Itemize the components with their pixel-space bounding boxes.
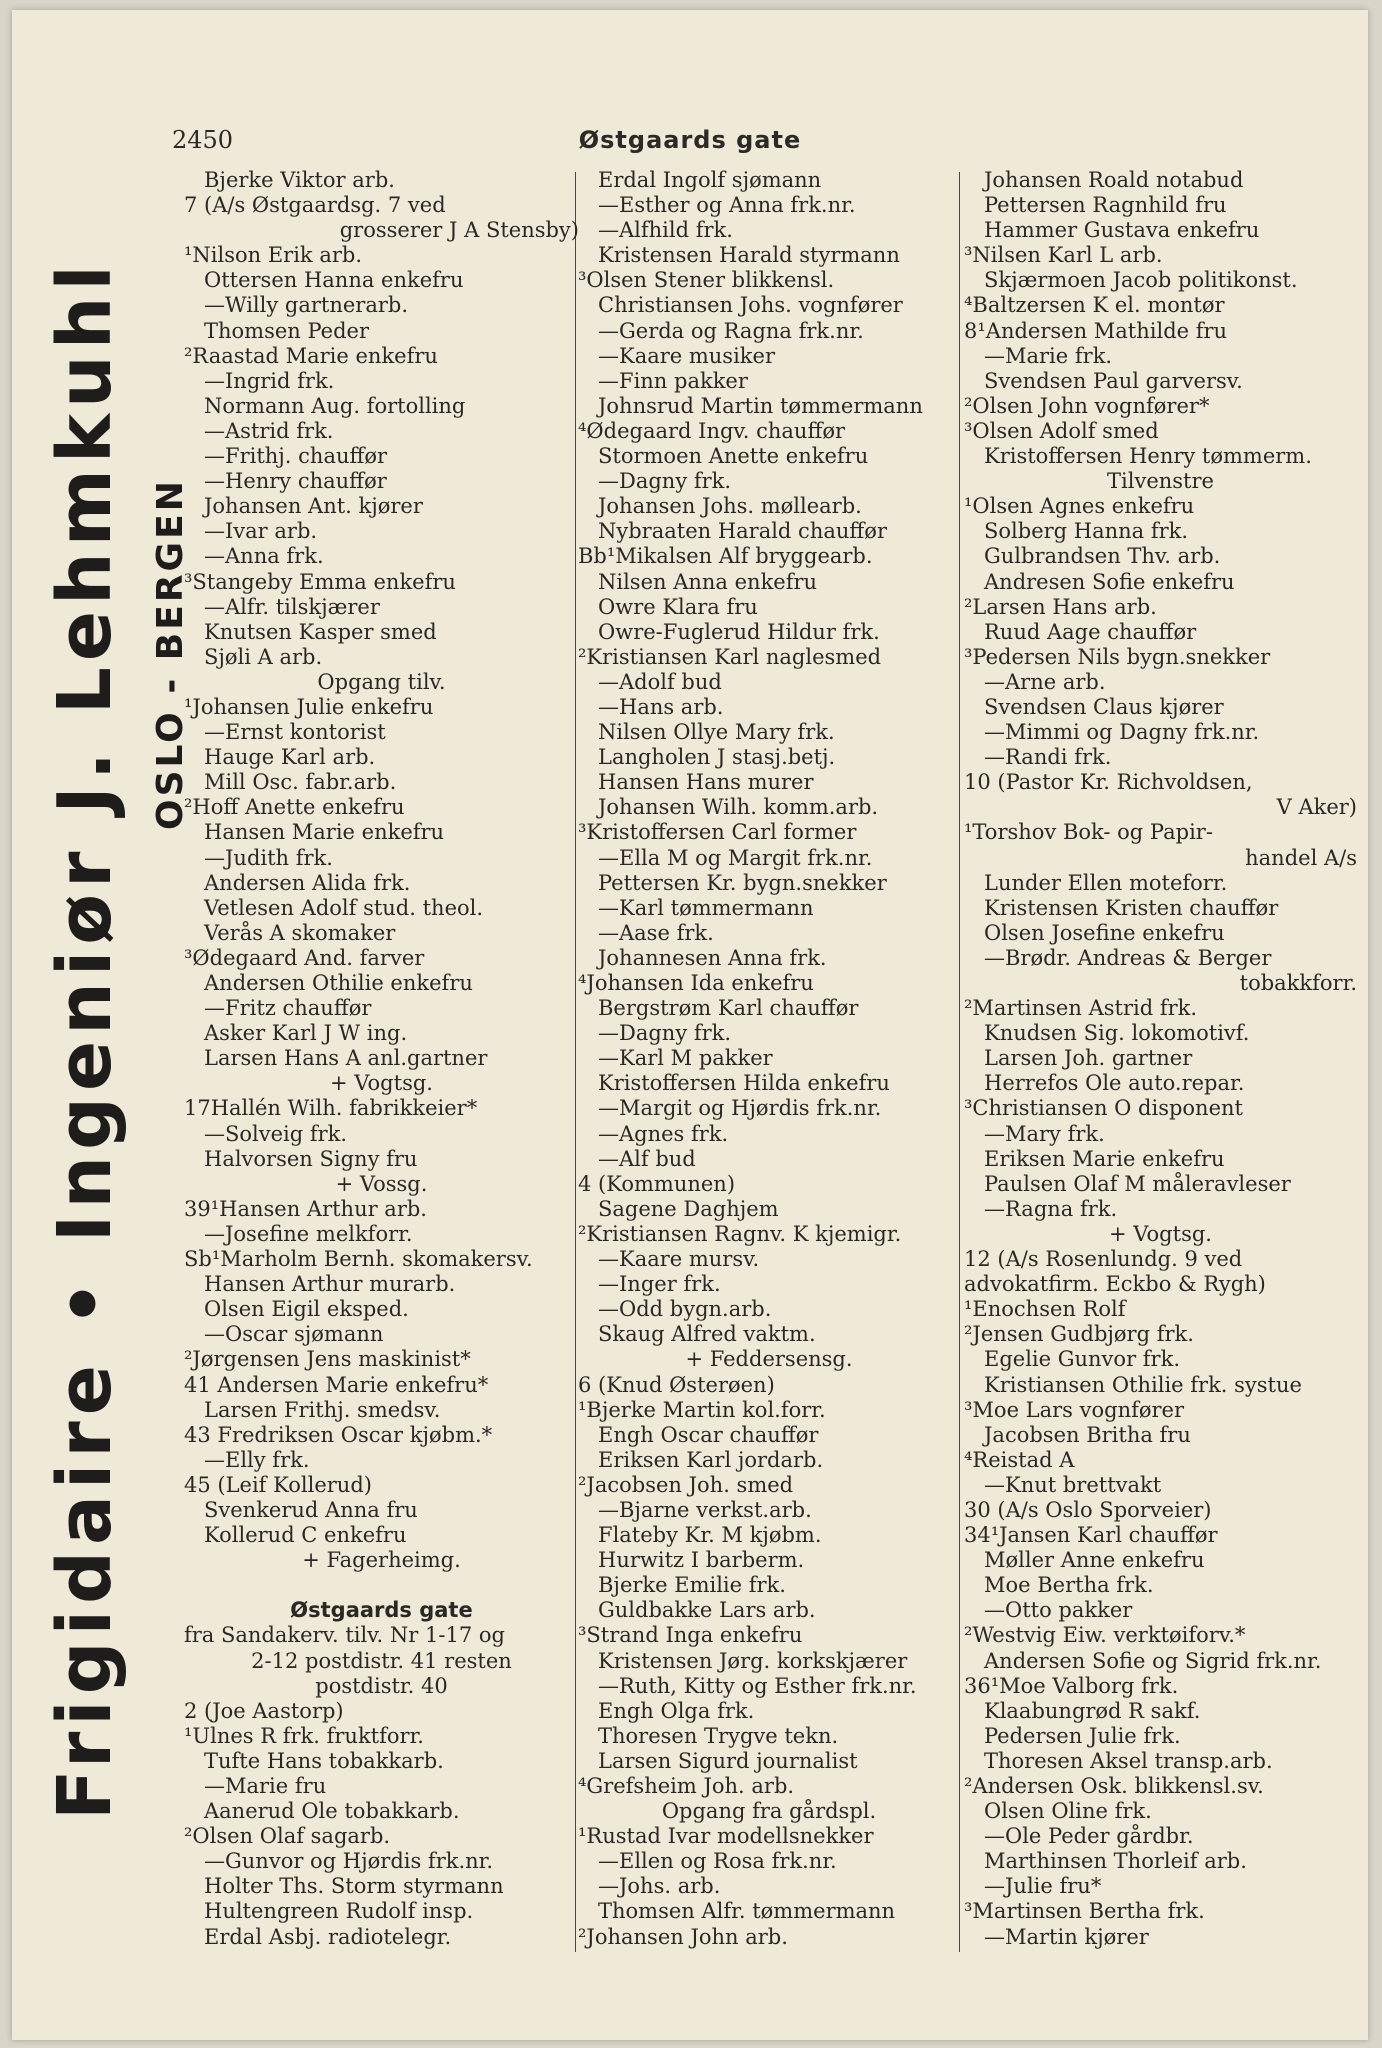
directory-entry: Jacobsen Britha fru <box>984 1422 1191 1447</box>
directory-entry: —Marie frk. <box>984 343 1113 368</box>
directory-entry: 36¹Moe Valborg frk. <box>964 1673 1179 1698</box>
directory-entry: 8¹Andersen Mathilde fru <box>964 318 1228 343</box>
directory-entry: Bjerke Viktor arb. <box>204 168 395 192</box>
directory-entry: 2 (Joe Aastorp) <box>184 1698 344 1723</box>
directory-entry: Verås A skomaker <box>204 920 396 945</box>
directory-entry: ³Nilsen Karl L arb. <box>964 243 1163 268</box>
directory-entry: Andersen Sofie og Sigrid frk.nr. <box>984 1648 1322 1673</box>
directory-entry: Thoresen Aksel transp.arb. <box>984 1748 1273 1773</box>
directory-entry: —Inger frk. <box>598 1272 721 1297</box>
directory-entry: Johansen Ant. kjører <box>204 494 423 519</box>
directory-entry: ²Jensen Gudbjørg frk. <box>964 1322 1194 1347</box>
directory-entry: —Agnes frk. <box>598 1121 729 1146</box>
directory-entry: Johnsrud Martin tømmermann <box>598 393 923 418</box>
directory-entry: Kristoffersen Henry tømmerm. <box>984 444 1312 469</box>
directory-entry: —Ingrid frk. <box>204 368 335 393</box>
directory-entry: ²Olsen Olaf sagarb. <box>184 1824 391 1849</box>
directory-entry: Kristensen Kristen chauffør <box>984 895 1279 920</box>
directory-entry: —Fritz chauffør <box>204 996 372 1021</box>
directory-entry: —Adolf bud <box>598 669 722 694</box>
directory-entry: Bjerke Emilie frk. <box>598 1573 786 1598</box>
directory-entry: Hultengreen Rudolf insp. <box>204 1899 474 1924</box>
directory-entry: 12 (A/s Rosenlundg. 9 ved <box>964 1247 1243 1272</box>
directory-entry: Erdal Asbj. radiotelegr. <box>204 1924 452 1949</box>
directory-entry: Nilsen Ollye Mary frk. <box>598 720 835 745</box>
directory-entry: ³Olsen Stener blikkensl. <box>578 268 835 293</box>
directory-entry: Hauge Karl arb. <box>204 745 376 770</box>
directory-entry: Andersen Alida frk. <box>204 870 411 895</box>
directory-entry: —Gerda og Ragna frk.nr. <box>598 318 864 343</box>
directory-entry: Thomsen Peder <box>204 318 370 343</box>
section-heading: Østgaards gate <box>290 1598 473 1623</box>
directory-entry: Mill Osc. fabr.arb. <box>204 770 397 795</box>
directory-entry: tobakkforr. <box>1239 971 1357 995</box>
directory-entry: —Dagny frk. <box>598 469 732 494</box>
directory-entry: Sagene Daghjem <box>598 1196 779 1221</box>
directory-entry: ²Larsen Hans arb. <box>964 594 1157 619</box>
directory-entry: Marthinsen Thorleif arb. <box>984 1849 1247 1874</box>
directory-entry: ³Kristoffersen Carl former <box>578 820 857 845</box>
directory-entry: Lunder Ellen moteforr. <box>984 870 1228 895</box>
directory-entry: Sjøli A arb. <box>204 644 323 669</box>
page-title: Østgaards gate <box>578 126 802 154</box>
directory-entry: —Willy gartnerarb. <box>204 293 409 318</box>
directory-entry: ²Kristiansen Karl naglesmed <box>578 644 882 669</box>
directory-entry: advokatfirm. Eckbo & Rygh) <box>964 1272 1266 1297</box>
directory-entry: Hurwitz I barberm. <box>598 1548 805 1573</box>
directory-entry: —Elly frk. <box>204 1447 310 1472</box>
directory-entry: —Odd bygn.arb. <box>598 1297 772 1322</box>
directory-entry: ³Olsen Adolf smed <box>964 418 1159 443</box>
directory-entry: ¹Torshov Bok- og Papir- <box>964 820 1213 845</box>
directory-entry: Erdal Ingolf sjømann <box>598 168 822 192</box>
directory-entry: Holter Ths. Storm styrmann <box>204 1874 504 1899</box>
directory-entry: 30 (A/s Oslo Sporveier) <box>964 1497 1212 1522</box>
directory-entry: ³Martinsen Bertha frk. <box>964 1899 1205 1924</box>
directory-entry: Opgang fra gårdspl. <box>661 1799 877 1824</box>
directory-column-2 <box>578 168 960 1950</box>
directory-entry: —Otto pakker <box>984 1598 1133 1623</box>
directory-entry: ³Stangeby Emma enkefru <box>184 569 456 594</box>
directory-entry: Pedersen Julie frk. <box>984 1723 1181 1748</box>
directory-entry: —Aase frk. <box>598 920 714 945</box>
directory-entry: ³Strand Inga enkefru <box>578 1623 803 1648</box>
directory-entry: Ottersen Hanna enkefru <box>204 268 464 293</box>
directory-entry: 17Hallén Wilh. fabrikkeier* <box>184 1096 478 1121</box>
directory-entry: —Randi frk. <box>984 745 1112 770</box>
directory-entry: Bb¹Mikalsen Alf bryggearb. <box>578 544 873 569</box>
directory-entry: + Vogtsg. <box>1109 1221 1212 1246</box>
directory-column-1 <box>184 168 579 1950</box>
directory-entry: Tilvenstre <box>1107 469 1214 494</box>
directory-entry: Engh Oscar chauffør <box>598 1422 819 1447</box>
directory-entry: ²Raastad Marie enkefru <box>184 343 438 368</box>
directory-entry <box>184 1573 579 1598</box>
directory-entry: Herrefos Ole auto.repar. <box>984 1071 1245 1096</box>
directory-entry: —Gunvor og Hjørdis frk.nr. <box>204 1849 494 1874</box>
directory-entry: —Marie fru <box>204 1774 327 1798</box>
directory-entry: —Oscar sjømann <box>204 1322 384 1347</box>
directory-entry: + Feddersensg. <box>685 1347 853 1372</box>
directory-entry: ⁴Ødegaard Ingv. chauffør <box>578 418 846 443</box>
directory-entry: Kristoffersen Hilda enkefru <box>598 1071 890 1096</box>
directory-entry: Svendsen Claus kjører <box>984 694 1224 719</box>
directory-entry: Larsen Sigurd journalist <box>598 1748 858 1773</box>
directory-entry: —Mimmi og Dagny frk.nr. <box>984 720 1260 745</box>
directory-entry: Hansen Marie enkefru <box>204 820 445 845</box>
directory-entry: ⁴Johansen Ida enkefru <box>578 971 814 995</box>
directory-entry: Paulsen Olaf M måleravleser <box>984 1171 1291 1196</box>
directory-entry: Johansen Johs. møllearb. <box>598 494 862 519</box>
directory-entry: —Esther og Anna frk.nr. <box>598 193 856 218</box>
directory-entry: Moe Bertha frk. <box>984 1573 1154 1598</box>
directory-entry: ²Jacobsen Joh. smed <box>578 1472 794 1497</box>
directory-entry: ⁴Baltzersen K el. montør <box>964 293 1225 318</box>
directory-entry: Skaug Alfred vaktm. <box>598 1322 816 1347</box>
directory-entry: ³Christiansen O disponent <box>964 1096 1243 1121</box>
directory-entry: —Ellen og Rosa frk.nr. <box>598 1849 837 1874</box>
directory-entry: Kristensen Harald styrmann <box>598 243 900 268</box>
directory-page <box>12 10 1368 2040</box>
directory-entry: + Vogtsg. <box>330 1071 433 1096</box>
directory-entry: Vetlesen Adolf stud. theol. <box>204 895 484 920</box>
directory-entry: ⁴Reistad A <box>964 1447 1075 1472</box>
directory-entry: —Karl M pakker <box>598 1046 773 1071</box>
directory-entry: ¹Rustad Ivar modellsnekker <box>578 1824 874 1849</box>
directory-entry: Engh Olga frk. <box>598 1698 755 1723</box>
directory-entry: 4 (Kommunen) <box>578 1171 736 1196</box>
directory-entry: —Ella M og Margit frk.nr. <box>598 845 873 870</box>
directory-entry: Langholen J stasj.betj. <box>598 745 836 770</box>
directory-entry: Andersen Othilie enkefru <box>204 971 473 995</box>
directory-entry: Kristiansen Othilie frk. systue <box>984 1372 1302 1397</box>
directory-entry: —Mary frk. <box>984 1121 1105 1146</box>
directory-entry: Larsen Hans A anl.gartner <box>204 1046 488 1071</box>
advertisement-brand: Frigidaire • Ingeniør J. Lehmkuhl <box>42 259 128 1820</box>
directory-entry: Kollerud C enkefru <box>204 1523 407 1548</box>
directory-entry: ¹Olsen Agnes enkefru <box>964 494 1195 519</box>
directory-entry: ²Kristiansen Ragnv. K kjemigr. <box>578 1221 902 1246</box>
directory-entry: Flateby Kr. M kjøbm. <box>598 1523 822 1548</box>
directory-entry: Olsen Josefine enkefru <box>984 920 1225 945</box>
directory-entry: Nilsen Anna enkefru <box>598 569 818 594</box>
directory-entry: —Anna frk. <box>204 544 324 569</box>
directory-entry: ²Johansen John arb. <box>578 1924 788 1949</box>
directory-entry: —Ole Peder gårdbr. <box>984 1824 1194 1849</box>
directory-entry: Thomsen Alfr. tømmermann <box>598 1899 896 1924</box>
page-number: 2450 <box>172 126 234 154</box>
directory-entry: Normann Aug. fortolling <box>204 393 466 418</box>
directory-entry: postdistr. 40 <box>315 1673 448 1698</box>
directory-entry: —Ragna frk. <box>984 1196 1118 1221</box>
directory-entry: —Alfhild frk. <box>598 218 733 243</box>
directory-entry: Johansen Roald notabud <box>984 168 1244 192</box>
directory-entry: ¹Ulnes R frk. fruktforr. <box>184 1723 424 1748</box>
directory-entry: Svendsen Paul garversv. <box>984 368 1243 393</box>
directory-entry: handel A/s <box>1245 845 1357 870</box>
directory-entry: ³Moe Lars vognfører <box>964 1397 1185 1422</box>
directory-column-3 <box>964 168 1357 1950</box>
directory-entry: Hansen Arthur murarb. <box>204 1272 456 1297</box>
directory-entry: Hansen Hans murer <box>598 770 814 795</box>
directory-entry: —Hans arb. <box>598 694 724 719</box>
directory-entry: —Brødr. Andreas & Berger <box>984 945 1272 970</box>
directory-entry: Olsen Eigil eksped. <box>204 1297 409 1322</box>
directory-entry: + Fagerheimg. <box>302 1548 461 1573</box>
directory-entry: —Bjarne verkst.arb. <box>598 1497 812 1522</box>
directory-entry: 6 (Knud Østerøen) <box>578 1372 775 1397</box>
directory-entry: Stormoen Anette enkefru <box>598 444 869 469</box>
directory-entry: ³Ødegaard And. farver <box>184 945 425 970</box>
directory-entry: Opgang tilv. <box>317 669 446 694</box>
directory-entry: Guldbakke Lars arb. <box>598 1598 816 1623</box>
directory-entry: Pettersen Ragnhild fru <box>984 193 1227 218</box>
directory-entry: ²Martinsen Astrid frk. <box>964 996 1198 1021</box>
directory-entry: Eriksen Karl jordarb. <box>598 1447 824 1472</box>
directory-entry: —Margit og Hjørdis frk.nr. <box>598 1096 882 1121</box>
directory-entry: Asker Karl J W ing. <box>204 1021 408 1046</box>
directory-entry: Solberg Hanna frk. <box>984 519 1189 544</box>
directory-entry: ³Pedersen Nils bygn.snekker <box>964 644 1271 669</box>
directory-entry: Owre-Fuglerud Hildur frk. <box>598 619 880 644</box>
directory-entry: 39¹Hansen Arthur arb. <box>184 1196 427 1221</box>
directory-entry: Bergstrøm Karl chauffør <box>598 996 859 1021</box>
directory-entry: Christiansen Johs. vognfører <box>598 293 903 318</box>
directory-entry: grosserer J A Stensby) <box>339 218 579 243</box>
directory-entry: ⁴Grefsheim Joh. arb. <box>578 1774 795 1798</box>
directory-entry: Ruud Aage chauffør <box>984 619 1197 644</box>
directory-entry: —Julie fru* <box>984 1874 1102 1899</box>
directory-entry: —Astrid frk. <box>204 418 334 443</box>
directory-entry: —Karl tømmermann <box>598 895 814 920</box>
directory-entry: —Kaare musiker <box>598 343 775 368</box>
directory-entry: 10 (Pastor Kr. Richvoldsen, <box>964 770 1253 795</box>
directory-entry: —Arne arb. <box>984 669 1106 694</box>
directory-entry: Johannesen Anna frk. <box>598 945 827 970</box>
directory-entry: Skjærmoen Jacob politikonst. <box>984 268 1298 293</box>
advertisement-cities: OSLO - BERGEN <box>150 478 191 830</box>
directory-entry: —Ivar arb. <box>204 519 318 544</box>
directory-entry: 41 Andersen Marie enkefru* <box>184 1372 489 1397</box>
directory-entry: + Vossg. <box>335 1171 428 1196</box>
directory-entry: Nybraaten Harald chauffør <box>598 519 887 544</box>
directory-entry: Larsen Frithj. smedsv. <box>204 1397 441 1422</box>
directory-entry: —Ruth, Kitty og Esther frk.nr. <box>598 1673 917 1698</box>
directory-entry: —Johs. arb. <box>598 1874 721 1899</box>
directory-entry: —Knut brettvakt <box>984 1472 1162 1497</box>
directory-entry: Olsen Oline frk. <box>984 1799 1152 1824</box>
directory-entry: Johansen Wilh. komm.arb. <box>598 795 879 820</box>
directory-entry: Klaabungrød R sakf. <box>984 1698 1201 1723</box>
directory-entry: —Dagny frk. <box>598 1021 732 1046</box>
directory-entry: Svenkerud Anna fru <box>204 1497 418 1522</box>
directory-entry: —Henry chauffør <box>204 469 387 494</box>
directory-entry: ²Olsen John vognfører* <box>964 393 1210 418</box>
directory-entry: Eriksen Marie enkefru <box>984 1146 1225 1171</box>
directory-entry: Sb¹Marholm Bernh. skomakersv. <box>184 1247 533 1272</box>
directory-entry: ²Westvig Eiw. verktøiforv.* <box>964 1623 1246 1648</box>
directory-entry: —Ernst kontorist <box>204 720 386 745</box>
directory-entry: ¹Bjerke Martin kol.forr. <box>578 1397 826 1422</box>
directory-entry: ¹Nilson Erik arb. <box>184 243 363 268</box>
directory-entry: ²Hoff Anette enkefru <box>184 795 405 820</box>
directory-entry: —Alf bud <box>598 1146 696 1171</box>
directory-entry: Pettersen Kr. bygn.snekker <box>598 870 887 895</box>
directory-entry: —Finn pakker <box>598 368 748 393</box>
directory-entry: Halvorsen Signy fru <box>204 1146 418 1171</box>
directory-entry: Hammer Gustava enkefru <box>984 218 1260 243</box>
directory-entry: —Alfr. tilskjærer <box>204 594 380 619</box>
directory-entry: V Aker) <box>1276 795 1357 820</box>
directory-entry: Kristensen Jørg. korkskjærer <box>598 1648 908 1673</box>
directory-entry: 7 (A/s Østgaardsg. 7 ved <box>184 193 446 218</box>
directory-entry: Gulbrandsen Thv. arb. <box>984 544 1221 569</box>
directory-entry: —Solveig frk. <box>204 1121 348 1146</box>
directory-entry: 34¹Jansen Karl chauffør <box>964 1523 1218 1548</box>
directory-entry: Møller Anne enkefru <box>984 1548 1205 1573</box>
directory-entry: —Martin kjører <box>984 1924 1149 1949</box>
directory-entry: Aanerud Ole tobakkarb. <box>204 1799 460 1824</box>
directory-entry: —Frithj. chauffør <box>204 444 388 469</box>
directory-entry: Egelie Gunvor frk. <box>984 1347 1180 1372</box>
directory-entry: Tufte Hans tobakkarb. <box>204 1748 444 1773</box>
directory-entry: 45 (Leif Kollerud) <box>184 1472 372 1497</box>
directory-entry: Larsen Joh. gartner <box>984 1046 1193 1071</box>
directory-entry: fra Sandakerv. tilv. Nr 1-17 og <box>184 1623 505 1648</box>
directory-entry: ²Andersen Osk. blikkensl.sv. <box>964 1774 1264 1798</box>
directory-entry: 2-12 postdistr. 41 resten <box>251 1648 512 1673</box>
directory-entry: Thoresen Trygve tekn. <box>598 1723 839 1748</box>
directory-entry: Owre Klara fru <box>598 594 758 619</box>
directory-entry: ¹Johansen Julie enkefru <box>184 694 434 719</box>
directory-entry: ¹Enochsen Rolf <box>964 1297 1126 1322</box>
directory-entry: —Josefine melkforr. <box>204 1221 413 1246</box>
directory-entry: —Kaare mursv. <box>598 1247 760 1272</box>
directory-entry: —Judith frk. <box>204 845 333 870</box>
directory-entry: Knudsen Sig. lokomotivf. <box>984 1021 1250 1046</box>
directory-entry: Andresen Sofie enkefru <box>984 569 1235 594</box>
directory-entry: Knutsen Kasper smed <box>204 619 437 644</box>
directory-entry: 43 Fredriksen Oscar kjøbm.* <box>184 1422 493 1447</box>
directory-entry: ²Jørgensen Jens maskinist* <box>184 1347 471 1372</box>
